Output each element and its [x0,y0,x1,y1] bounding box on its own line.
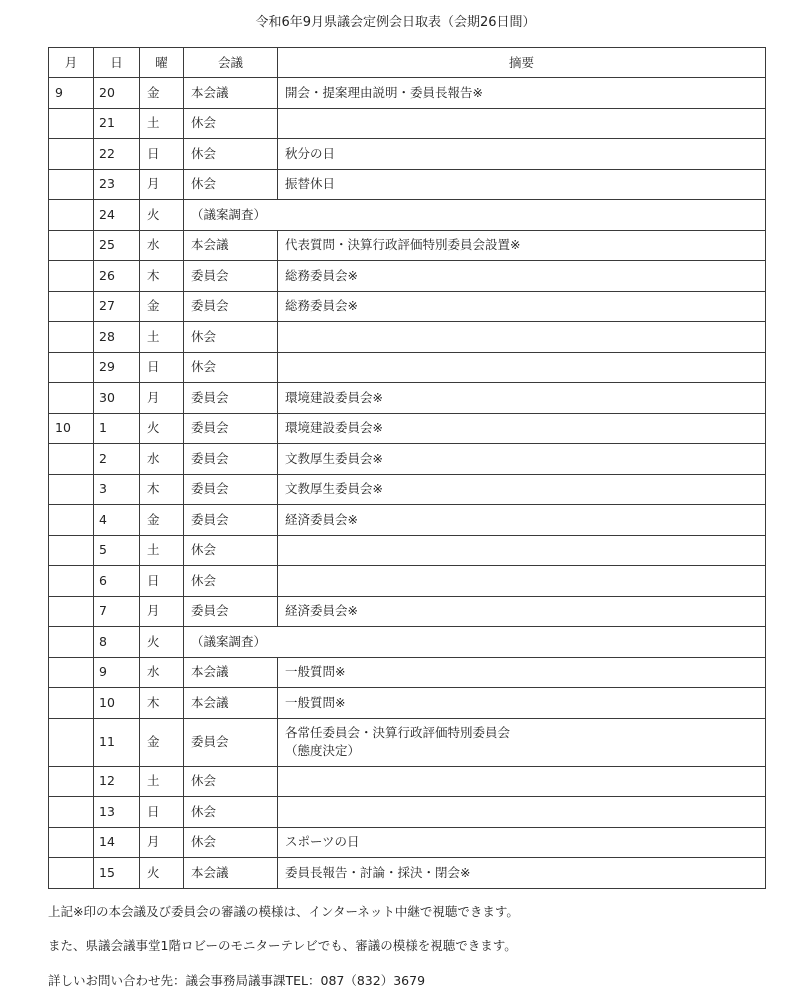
cell-summary [278,383,766,414]
cell-day: 8 [94,627,140,658]
table-row [49,444,766,475]
cell-summary [278,444,766,475]
cell-month [49,858,94,889]
cell-session: 休会 [184,535,278,566]
cell-session: 本会議 [184,230,278,261]
cell-month [49,108,94,139]
note-contact: 詳しいお問い合わせ先：議会事務局議事課TEL：087（832）3679 [48,973,426,988]
cell-month: 10 [49,413,94,444]
cell-day: 7 [94,596,140,627]
cell-weekday: 土 [140,766,184,797]
cell-month [49,352,94,383]
summary-line: （態度決定） [285,743,361,758]
cell-summary [278,827,766,858]
cell-summary [278,352,766,383]
summary-line: 開会・提案理由説明・委員長報告※ [285,84,483,100]
cell-day: 29 [94,352,140,383]
table-row [49,827,766,858]
cell-weekday: 金 [140,291,184,322]
cell-summary [278,139,766,170]
cell-summary [278,413,766,444]
cell-session: 委員会 [184,474,278,505]
cell-day: 3 [94,474,140,505]
summary-line: 委員長報告・討論・採決・閉会※ [285,864,471,880]
cell-session: 本会議 [184,688,278,719]
cell-session: 委員会 [184,291,278,322]
table-row [49,322,766,353]
cell-session: 委員会 [184,383,278,414]
cell-weekday: 日 [140,139,184,170]
session-schedule-table [48,47,766,889]
cell-weekday: 日 [140,566,184,597]
cell-day: 22 [94,139,140,170]
summary-line: 振替休日 [285,176,336,192]
summary-line: 一般質問※ [285,664,346,680]
cell-summary [278,766,766,797]
summary-line: 経済委員会※ [285,603,358,619]
cell-month [49,505,94,536]
cell-month [49,596,94,627]
header-day: 日 [94,48,140,78]
table-row [49,413,766,444]
table-row [49,657,766,688]
table-row [49,261,766,292]
cell-session: 休会 [184,766,278,797]
note-livestream: 上記※印の本会議及び委員会の審議の模様は、インターネット中継で視聴できます。 [48,904,519,919]
cell-day: 28 [94,322,140,353]
cell-month [49,230,94,261]
cell-summary [278,718,766,766]
cell-summary [278,657,766,688]
cell-summary [278,596,766,627]
cell-weekday: 火 [140,858,184,889]
cell-month [49,766,94,797]
table-row [49,291,766,322]
cell-summary [278,797,766,828]
cell-weekday: 木 [140,261,184,292]
cell-summary [278,261,766,292]
cell-session: 委員会 [184,261,278,292]
summary-line: 環境建設委員会※ [285,420,383,436]
cell-day: 14 [94,827,140,858]
cell-weekday: 月 [140,827,184,858]
cell-weekday: 金 [140,78,184,109]
cell-summary [278,858,766,889]
cell-day: 26 [94,261,140,292]
cell-weekday: 日 [140,797,184,828]
cell-session: 休会 [184,169,278,200]
cell-session: 委員会 [184,444,278,475]
cell-day: 2 [94,444,140,475]
cell-weekday: 日 [140,352,184,383]
cell-session: 委員会 [184,413,278,444]
cell-weekday: 土 [140,535,184,566]
cell-summary [278,108,766,139]
cell-span-note: （議案調査） [184,627,766,658]
table-header-row [49,48,766,78]
header-weekday: 曜 [140,48,184,78]
cell-month [49,627,94,658]
table-row [49,766,766,797]
table-row [49,505,766,536]
cell-session: 休会 [184,566,278,597]
cell-session: 休会 [184,827,278,858]
cell-day: 10 [94,688,140,719]
summary-line: 代表質問・決算行政評価特別委員会設置※ [285,237,521,253]
cell-month [49,261,94,292]
cell-summary [278,78,766,109]
cell-weekday: 土 [140,322,184,353]
summary-line: 環境建設委員会※ [285,389,383,405]
cell-weekday: 月 [140,169,184,200]
cell-day: 20 [94,78,140,109]
cell-summary [278,230,766,261]
cell-session: 本会議 [184,78,278,109]
cell-weekday: 水 [140,230,184,261]
cell-month [49,444,94,475]
cell-summary [278,505,766,536]
table-row [49,352,766,383]
table-row [49,230,766,261]
cell-month [49,718,94,766]
schedule-body [49,78,766,889]
cell-weekday: 金 [140,505,184,536]
cell-session: 本会議 [184,858,278,889]
cell-session: 休会 [184,322,278,353]
table-row [49,78,766,109]
note-lobby-monitor: また、県議会議事堂1階ロビーのモニターテレビでも、審議の模様を視聴できます。 [48,938,517,953]
cell-month [49,474,94,505]
summary-line: スポーツの日 [285,834,360,850]
cell-month [49,169,94,200]
table-row [49,200,766,231]
table-row [49,108,766,139]
summary-line: 文教厚生委員会※ [285,481,383,497]
cell-weekday: 水 [140,444,184,475]
cell-session: 休会 [184,352,278,383]
cell-session: 委員会 [184,718,278,766]
cell-day: 25 [94,230,140,261]
cell-session: 委員会 [184,505,278,536]
header-session: 会議 [184,48,278,78]
cell-month [49,139,94,170]
cell-month [49,688,94,719]
table-row [49,718,766,766]
cell-month [49,322,94,353]
table-row [49,797,766,828]
cell-summary [278,688,766,719]
cell-month [49,657,94,688]
cell-day: 4 [94,505,140,536]
cell-session: 休会 [184,797,278,828]
cell-weekday: 金 [140,718,184,766]
table-row [49,688,766,719]
cell-weekday: 水 [140,657,184,688]
cell-day: 1 [94,413,140,444]
summary-line: 総務委員会※ [285,298,358,314]
cell-day: 23 [94,169,140,200]
summary-line: 文教厚生委員会※ [285,450,383,466]
cell-day: 11 [94,718,140,766]
cell-month [49,291,94,322]
cell-session: 休会 [184,108,278,139]
cell-session: 本会議 [184,657,278,688]
summary-line: 総務委員会※ [285,267,358,283]
table-row [49,139,766,170]
summary-line: 各常任委員会・決算行政評価特別委員会 [285,725,511,740]
table-row [49,383,766,414]
cell-summary [278,169,766,200]
cell-span-note: （議案調査） [184,200,766,231]
cell-summary [278,566,766,597]
cell-weekday: 月 [140,596,184,627]
page-title: 令和6年9月県議会定例会日取表（会期26日間） [255,15,536,30]
table-row [49,169,766,200]
cell-day: 12 [94,766,140,797]
cell-summary [278,535,766,566]
cell-summary [278,322,766,353]
cell-month [49,383,94,414]
cell-weekday: 火 [140,200,184,231]
cell-weekday: 木 [140,688,184,719]
table-row [49,627,766,658]
cell-weekday: 木 [140,474,184,505]
cell-day: 21 [94,108,140,139]
cell-month [49,797,94,828]
cell-day: 15 [94,858,140,889]
cell-day: 5 [94,535,140,566]
cell-session: 休会 [184,139,278,170]
table-row [49,858,766,889]
cell-weekday: 火 [140,413,184,444]
cell-day: 27 [94,291,140,322]
table-row [49,535,766,566]
cell-weekday: 月 [140,383,184,414]
cell-weekday: 土 [140,108,184,139]
cell-day: 13 [94,797,140,828]
header-summary: 摘要 [278,48,766,78]
summary-line: 一般質問※ [285,694,346,710]
cell-day: 6 [94,566,140,597]
table-row [49,474,766,505]
cell-month [49,200,94,231]
table-row [49,566,766,597]
cell-session: 委員会 [184,596,278,627]
header-month: 月 [49,48,94,78]
cell-month [49,827,94,858]
summary-line: 経済委員会※ [285,511,358,527]
cell-summary [278,291,766,322]
cell-day: 9 [94,657,140,688]
cell-summary [278,474,766,505]
table-row [49,596,766,627]
cell-day: 30 [94,383,140,414]
cell-day: 24 [94,200,140,231]
cell-month [49,566,94,597]
cell-weekday: 火 [140,627,184,658]
cell-month: 9 [49,78,94,109]
summary-line: 秋分の日 [285,145,336,161]
cell-month [49,535,94,566]
